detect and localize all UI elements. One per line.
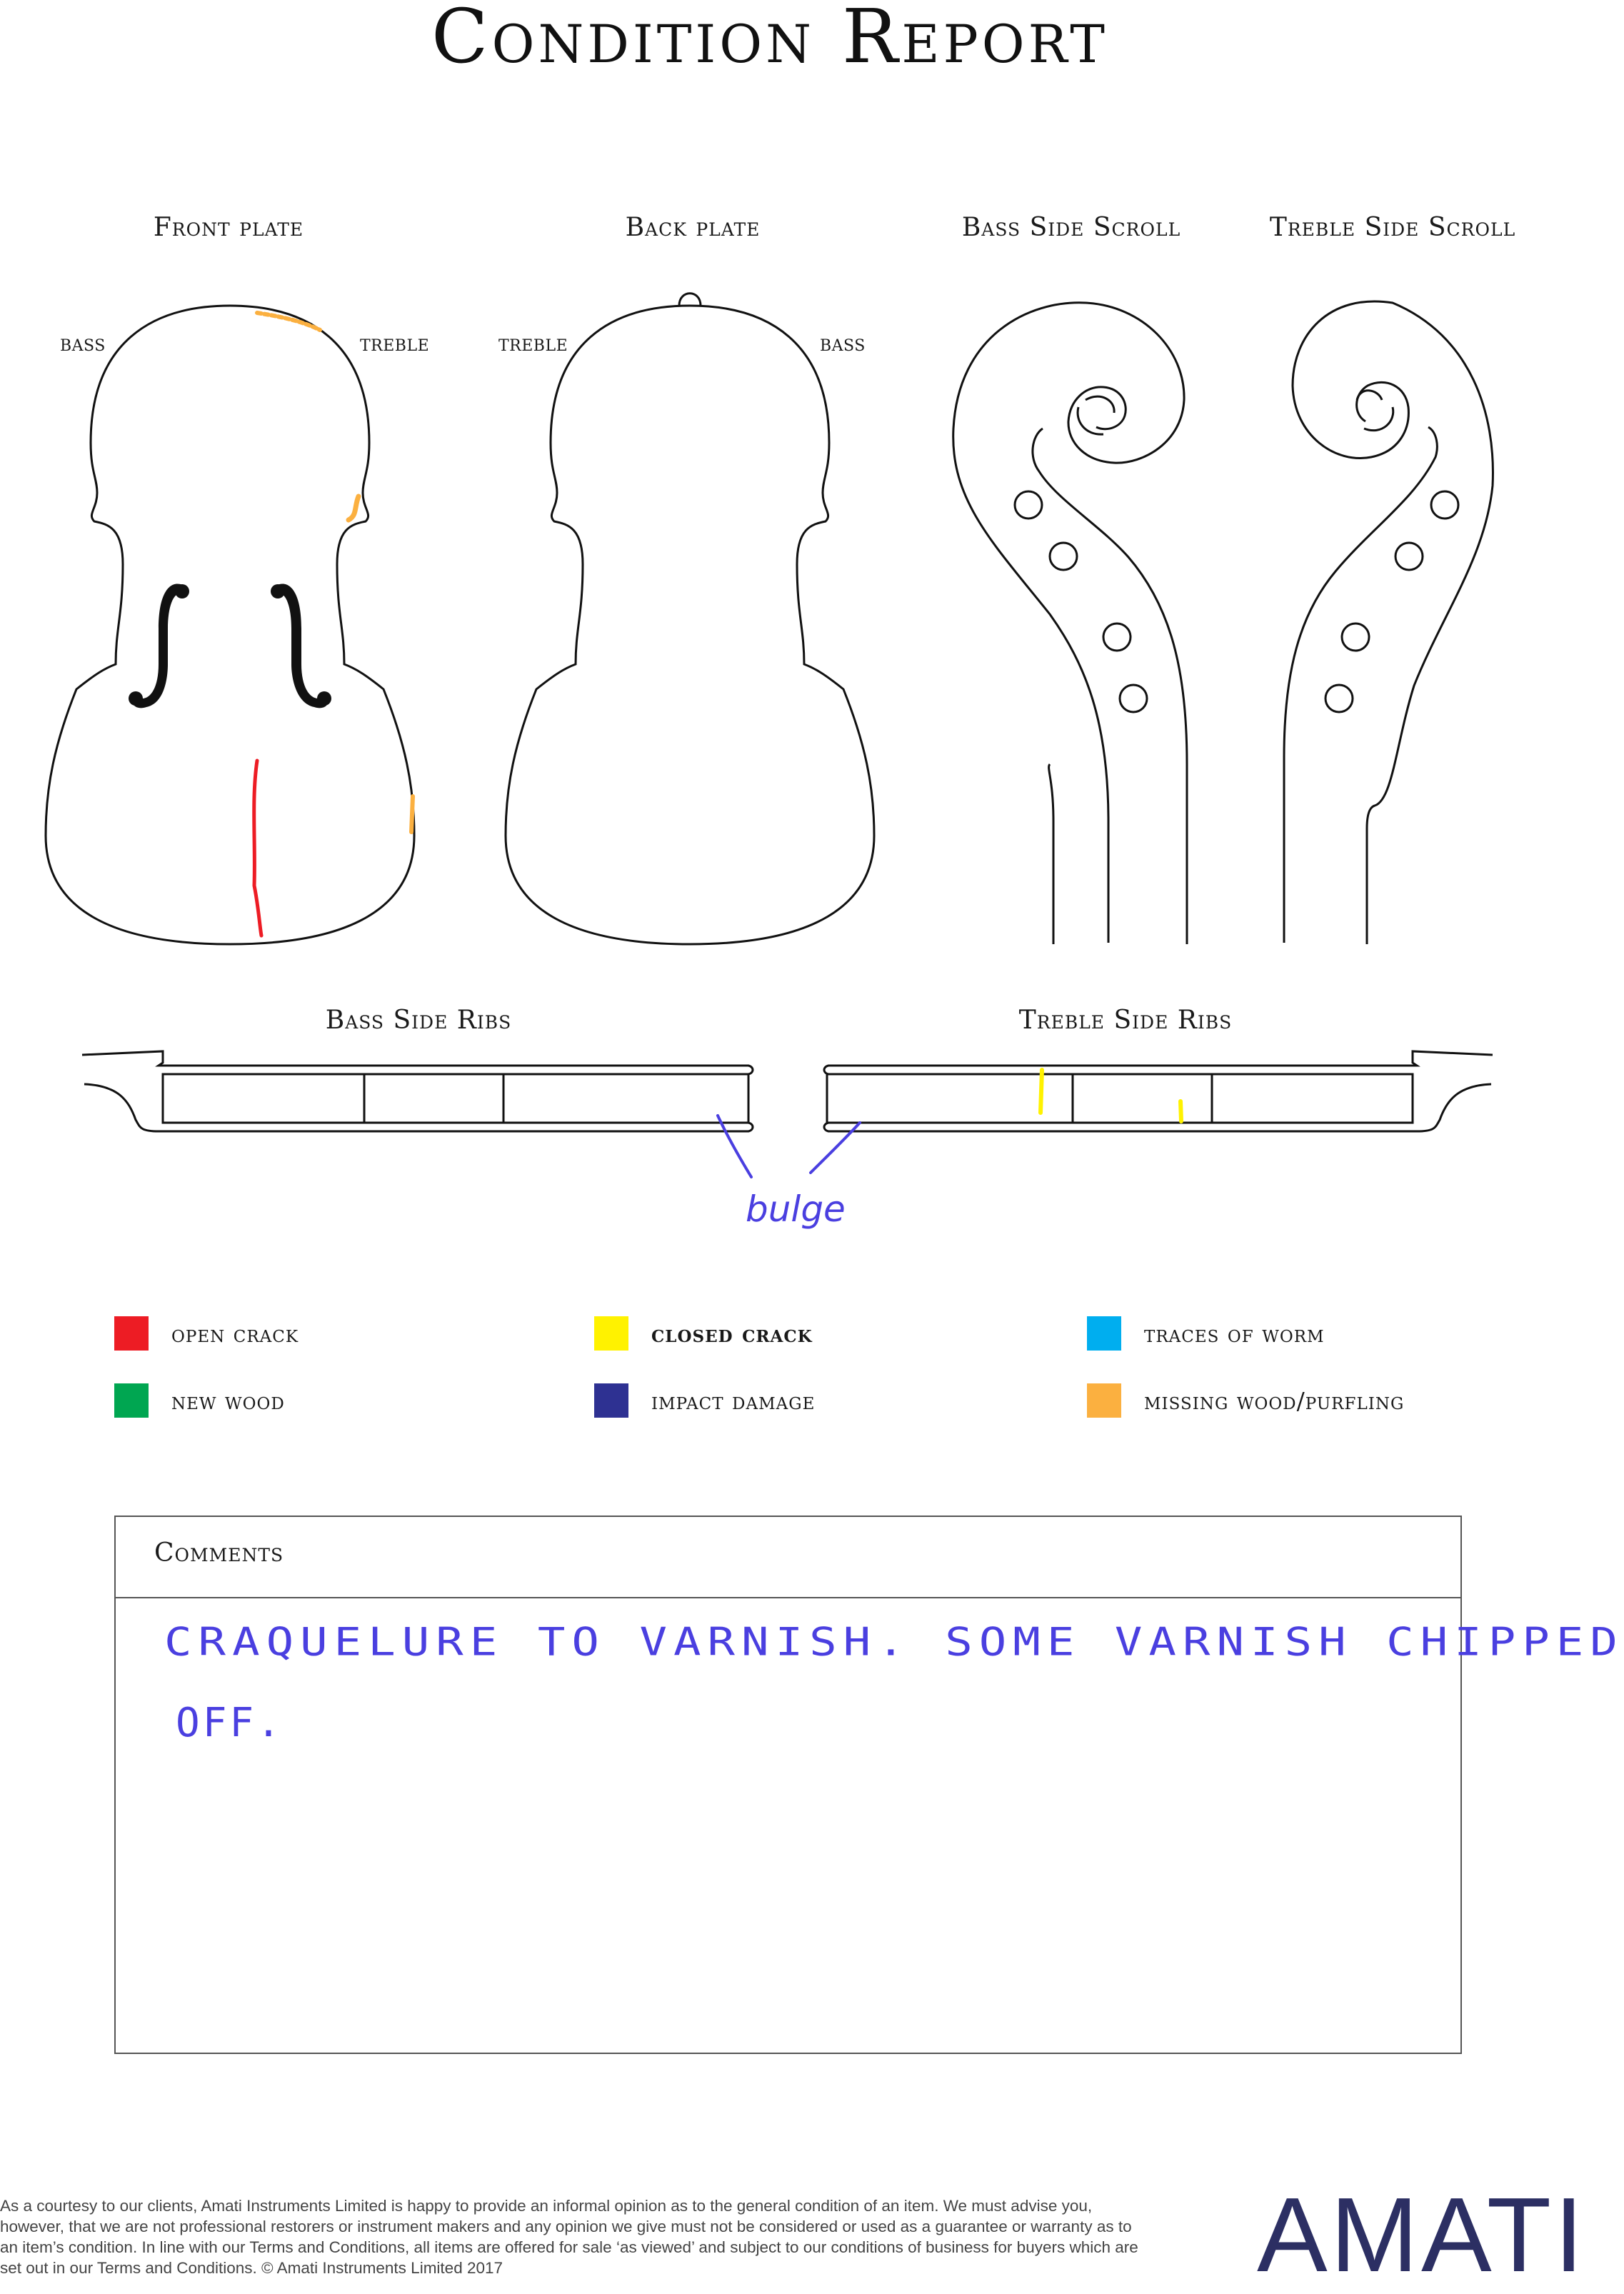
legend-label: traces of worm [1144, 1319, 1325, 1348]
legend-label: closed crack [651, 1319, 813, 1348]
f-hole-right [271, 584, 331, 708]
legend-missing-wood [1087, 1383, 1404, 1418]
amati-logo: AMATI [1257, 2176, 1587, 2294]
treble-ribs-drawing [824, 1051, 1493, 1131]
front-bass-label: BASS [60, 337, 106, 355]
treble-scroll-drawing [1284, 301, 1493, 944]
impact-damage-swatch [594, 1383, 628, 1418]
new-wood-swatch [114, 1383, 149, 1418]
bulge-annotation-strokes [718, 1116, 860, 1177]
back-treble-label: TREBLE [498, 337, 568, 355]
bass-ribs-label: Bass Side Ribs [325, 1006, 512, 1035]
open-crack-mark [254, 761, 261, 936]
legend-label: open crack [171, 1319, 299, 1348]
missing-wood-mark-corner [349, 496, 359, 520]
legend-impact-damage [594, 1383, 815, 1418]
comments-box[interactable] [114, 1516, 1462, 2054]
missing-wood-mark-lower [411, 796, 413, 832]
comments-header [116, 1517, 1460, 1598]
legend-closed-crack [594, 1316, 813, 1351]
front-plate-drawing [46, 306, 414, 944]
comment-line-1: CRAQUELURE TO VARNISH. SOME VARNISH CHIPPED [164, 1620, 1624, 1665]
disclaimer-text: As a courtesy to our clients, Amati Instruments Limited is happy to provide an informal opinion as to the general condition of an item. We must advise you, however, that we are not professional restorers or instrument makers and any opinion we give must not be considered or used as a guarantee or warranty as to an item’s condition. In line with our Terms and Conditions, all items are offered for sale ‘as viewed’ and subject to our conditions of business for buyers which are set out in our Terms and Conditions. © Amati Instruments Limited 2017 [0, 2197, 1138, 2277]
legend-label: new wood [171, 1386, 285, 1415]
comments-label: Comments [154, 1538, 284, 1568]
front-plate-damage [254, 313, 413, 936]
open-crack-swatch [114, 1316, 149, 1351]
back-bass-label: BASS [820, 337, 866, 355]
treble-ribs-label: Treble Side Ribs [1018, 1006, 1233, 1035]
page-title: Condition Report [431, 0, 1108, 80]
back-plate-label: Back plate [625, 213, 761, 242]
bass-scroll-label: Bass Side Scroll [961, 213, 1181, 242]
legend-traces-of-worm [1087, 1316, 1325, 1351]
back-plate-drawing [506, 294, 874, 944]
closed-crack-rib-mark-1 [1041, 1070, 1042, 1113]
traces-of-worm-swatch [1087, 1316, 1121, 1351]
missing-wood-swatch [1087, 1383, 1121, 1418]
legend-new-wood [114, 1383, 285, 1418]
front-plate-label: Front plate [153, 213, 304, 242]
legend-label: impact damage [651, 1386, 816, 1415]
missing-wood-mark-top [257, 313, 320, 330]
treble-scroll-label: Treble Side Scroll [1269, 213, 1516, 242]
front-treble-label: TREBLE [360, 337, 430, 355]
f-hole-left [129, 584, 189, 708]
treble-ribs-damage [1041, 1070, 1181, 1121]
legend-open-crack [114, 1316, 299, 1351]
closed-crack-swatch [594, 1316, 628, 1351]
bass-ribs-drawing [82, 1051, 753, 1131]
bass-scroll-drawing [953, 303, 1187, 944]
legend-label: missing wood/purfling [1144, 1386, 1405, 1415]
comment-line-2: OFF. [176, 1700, 284, 1746]
bulge-annotation: bulge [746, 1188, 846, 1230]
